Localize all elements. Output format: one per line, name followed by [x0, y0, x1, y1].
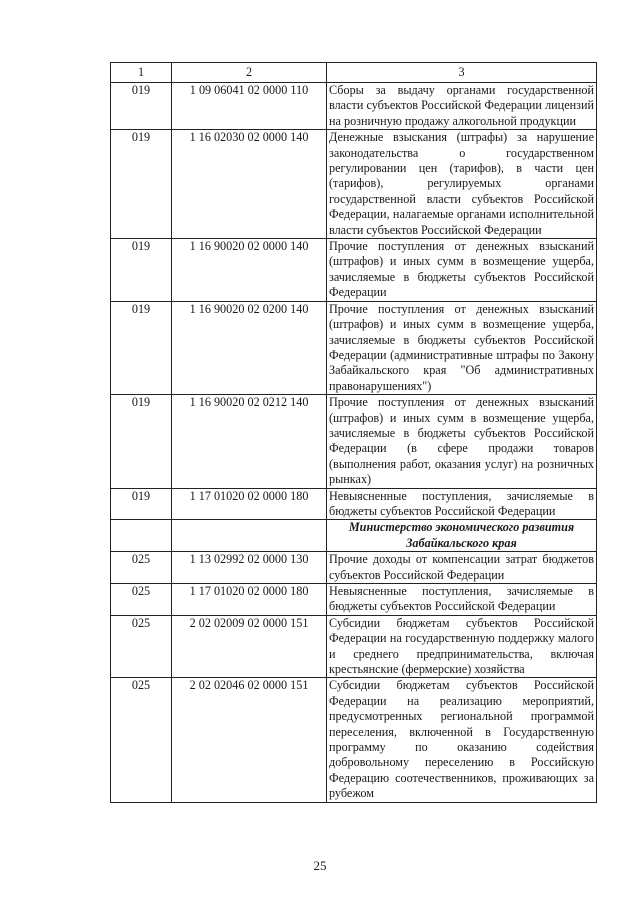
budget-code-cell: 1 16 90020 02 0212 140	[172, 395, 327, 488]
admin-code-cell: 019	[111, 395, 172, 488]
description-cell: Невыясненные поступления, зачисляемые в бюджеты субъектов Российской Федерации	[327, 584, 597, 616]
description-cell: Денежные взыскания (штрафы) за нарушение законодательства о государственном регулировании цен (тарифов), в части цен (тарифов), регулируемых органами государственной власти субъектов Российской Федерации, налагаемые органами исполнительной власти субъектов Российской Федерации	[327, 130, 597, 239]
description-cell: Субсидии бюджетам субъектов Российской Федерации на реализацию мероприятий, предусмотренных региональной программой переселения, включенной в Государственную программу по оказанию содействия добровольному переселению в Российскую Федерацию соотечественников, проживающих за рубежом	[327, 678, 597, 802]
table-row	[111, 488, 597, 520]
description-cell: Прочие поступления от денежных взысканий (штрафов) и иных сумм в возмещение ущерба, зачисляемые в бюджеты субъектов Российской Федерации	[327, 239, 597, 302]
column-number-2: 2	[172, 63, 327, 83]
description-cell: Сборы за выдачу органами государственной власти субъектов Российской Федерации лицензий на розничную продажу алкогольной продукции	[327, 83, 597, 130]
description-cell: Прочие доходы от компенсации затрат бюджетов субъектов Российской Федерации	[327, 552, 597, 584]
description-cell: Прочие поступления от денежных взысканий (штрафов) и иных сумм в возмещение ущерба, зачисляемые в бюджеты субъектов Российской Федерации (административные штрафы по Закону Забайкальского края "Об административных правонарушениях")	[327, 301, 597, 394]
column-number-3: 3	[327, 63, 597, 83]
budget-code-cell: 1 09 06041 02 0000 110	[172, 83, 327, 130]
section-header-row	[111, 520, 597, 552]
table-row	[111, 83, 597, 130]
admin-code-cell: 025	[111, 584, 172, 616]
table-header-row	[111, 63, 597, 83]
table-row	[111, 552, 597, 584]
description-cell: Прочие поступления от денежных взысканий (штрафов) и иных сумм в возмещение ущерба, зачисляемые в бюджеты субъектов Российской Федерации (в сфере продажи товаров (выполнения работ, оказания услуг) на розничных рынках)	[327, 395, 597, 488]
empty-cell	[172, 520, 327, 552]
budget-code-cell: 1 16 02030 02 0000 140	[172, 130, 327, 239]
budget-code-cell: 1 13 02992 02 0000 130	[172, 552, 327, 584]
budget-code-cell: 1 16 90020 02 0000 140	[172, 239, 327, 302]
table-row	[111, 584, 597, 616]
admin-code-cell: 019	[111, 301, 172, 394]
budget-code-cell: 2 02 02046 02 0000 151	[172, 678, 327, 802]
column-number-1: 1	[111, 63, 172, 83]
empty-cell	[111, 520, 172, 552]
table-row	[111, 301, 597, 394]
description-cell: Невыясненные поступления, зачисляемые в бюджеты субъектов Российской Федерации	[327, 488, 597, 520]
revenue-codes-table	[110, 62, 597, 803]
table-row	[111, 678, 597, 802]
admin-code-cell: 019	[111, 488, 172, 520]
budget-code-cell: 1 17 01020 02 0000 180	[172, 488, 327, 520]
budget-code-cell: 1 17 01020 02 0000 180	[172, 584, 327, 616]
table-row	[111, 130, 597, 239]
table-row	[111, 615, 597, 678]
table-row	[111, 239, 597, 302]
ministry-section-title: Министерство экономического развития Забайкальского края	[327, 520, 597, 552]
admin-code-cell: 025	[111, 615, 172, 678]
admin-code-cell: 025	[111, 552, 172, 584]
admin-code-cell: 019	[111, 239, 172, 302]
page-number: 25	[313, 858, 327, 873]
description-cell: Субсидии бюджетам субъектов Российской Федерации на государственную поддержку малого и среднего предпринимательства, включая крестьянские (фермерские) хозяйства	[327, 615, 597, 678]
admin-code-cell: 019	[111, 130, 172, 239]
budget-code-cell: 2 02 02009 02 0000 151	[172, 615, 327, 678]
admin-code-cell: 025	[111, 678, 172, 802]
table-row	[111, 395, 597, 488]
budget-code-cell: 1 16 90020 02 0200 140	[172, 301, 327, 394]
admin-code-cell: 019	[111, 83, 172, 130]
